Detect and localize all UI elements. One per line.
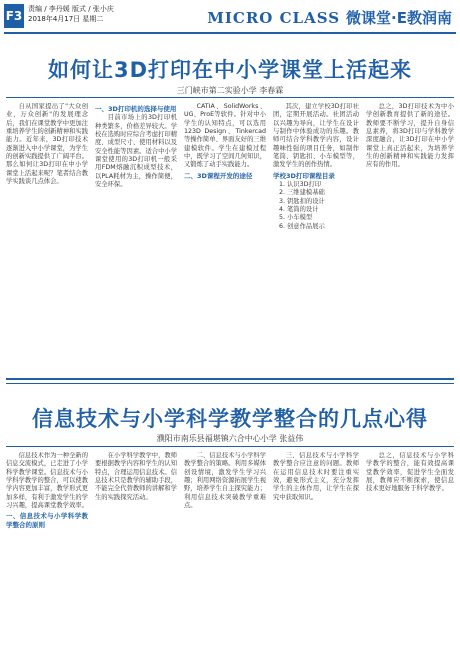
article1-col5 <box>366 103 454 375</box>
header-rule <box>4 32 456 34</box>
directory-title: 学校3D打印课程目录 <box>273 171 335 180</box>
article2-col3-text: 二、信息技术与小学科学教学整合的策略。利用多媒体创设情境，激发学生学习兴趣；利用网络资源拓展学生视野，培养学生自主探究能力；利用信息技术突破教学重难点。 <box>184 452 266 510</box>
page-number-badge: F3 <box>4 4 24 28</box>
article2-rule <box>6 446 454 447</box>
article2-col2 <box>95 452 177 657</box>
article1-col3 <box>184 103 266 375</box>
article1-col2 <box>95 103 177 375</box>
brand-en: MICRO CLASS <box>207 8 341 27</box>
directory-item: 2. 三维建模基础 <box>279 189 325 197</box>
section-divider-thin <box>6 383 454 384</box>
section-divider <box>6 378 454 380</box>
article1-title: 如何让3D打印在中小学课堂上活起来 <box>47 58 413 82</box>
article1-subhead-1: 一、3D打印机的选择与使用 <box>95 105 177 113</box>
article1-col4-text: 其次，建立学校3D打印社团，定期开展活动。社团活动以兴趣为导向，让学生在设计与制作中体验成功的乐趣。教师可结合学科教学内容，设计趣味性强的项目任务，如制作笔筒、钥匙扣、小车模型等，激发学生的创作热情。 <box>273 103 359 169</box>
article2-col1-text: 信息技术作为一种全新的信息交流模式，已走进了小学科学教学课堂。信息技术与小学科学教学的整合，可以使教学内容更加丰富，教学形式更加多样，有利于激发学生的学习兴趣，提高课堂教学效率。 <box>6 452 88 510</box>
directory-item: 6. 创意作品展示 <box>279 222 325 230</box>
article1-subhead-2: 二、3D课程开发的途径 <box>184 171 253 180</box>
article1-rule <box>6 97 454 98</box>
article1-col1 <box>6 103 88 375</box>
directory-item: 4. 笔筒的设计 <box>279 206 319 214</box>
article2-subhead-1: 一、信息技术与小学科学教学整合的原则 <box>6 512 88 529</box>
article1-col4 <box>273 103 359 375</box>
directory-item: 1. 认识3D打印 <box>279 181 322 189</box>
course-directory <box>273 172 359 231</box>
article2-col5-text: 总之，信息技术与小学科学教学的整合，能有效提高课堂教学效率，促进学生全面发展，教师应不断探索，使信息技术更好地服务于科学教学。 <box>366 452 454 493</box>
masthead <box>207 7 452 28</box>
issue-date: 2018年4月17日 星期二 <box>28 15 104 23</box>
article1-col1-text: 自从国家提出了"大众创业，万众创新"的发展理念后，我们在课堂教学中更加注重培养学生的创新精神和实践能力。近年来，3D打印技术逐渐进入中小学课堂，为学生的创新实践提供了广阔平台。那么如何让3D打印在中小学课堂上活起来呢？笔者结合教学实践谈几点体会。 <box>6 103 88 186</box>
directory-item: 3. 钥匙扣的设计 <box>279 197 325 205</box>
article1-col5-text: 总之，3D打印技术为中小学创新教育提供了新的途径。教师要不断学习，提升自身信息素养，将3D打印与学科教学深度融合，让3D打印在中小学课堂上真正活起来，为培养学生的创新精神和实践能力发挥应有的作用。 <box>366 103 454 169</box>
article1-byline: 三门峡市第二实验小学 李春霖 <box>176 86 284 95</box>
article2-col4-text: 三、信息技术与小学科学教学整合应注意的问题。教师在运用信息技术时要注重实效，避免形式主义，充分发挥学生的主体作用，让学生在探究中获取知识。 <box>273 452 359 501</box>
article1-col3-text: CATIA、SolidWorks、UG、ProE等软件。针对中小学生的认知特点，可以选用123D Design、Tinkercad等操作简单、界面友好的三维建模软件。学生在建模过程中，既学习了空间几何知识，又锻炼了动手实践能力。 <box>184 103 266 169</box>
article2-title: 信息技术与小学科学教学整合的几点心得 <box>32 407 428 431</box>
page-header <box>0 0 460 36</box>
directory-item: 5. 小车模型 <box>279 214 313 222</box>
article1-col2-text: 目前市场上的3D打印机种类繁多，价格差异较大。学校在选购时应综合考虑打印精度、成型尺寸、使用材料以及安全性能等因素。适合中小学课堂使用的3D打印机一般采用FDM熔融沉积成型技术，以PLA耗材为主，操作简便，安全环保。 <box>95 114 177 189</box>
article2-col1 <box>6 452 88 657</box>
article2-col2-text: 在小学科学教学中，教师要根据教学内容和学生的认知特点，合理运用信息技术。信息技术只是教学的辅助手段，不能完全代替教师的讲解和学生的实践探究活动。 <box>95 452 177 501</box>
article2-col4 <box>273 452 359 657</box>
article2-col5 <box>366 452 454 657</box>
brand-cn: 微课堂·E教润南 <box>346 9 452 27</box>
article2-byline: 濮阳市南乐县福堪镇六合中心小学 张益伟 <box>156 434 304 443</box>
article2-col3 <box>184 452 266 657</box>
editor-credit: 责编 / 李丹媛 版式 / 张小庆 <box>28 5 114 13</box>
header-meta <box>28 4 114 24</box>
